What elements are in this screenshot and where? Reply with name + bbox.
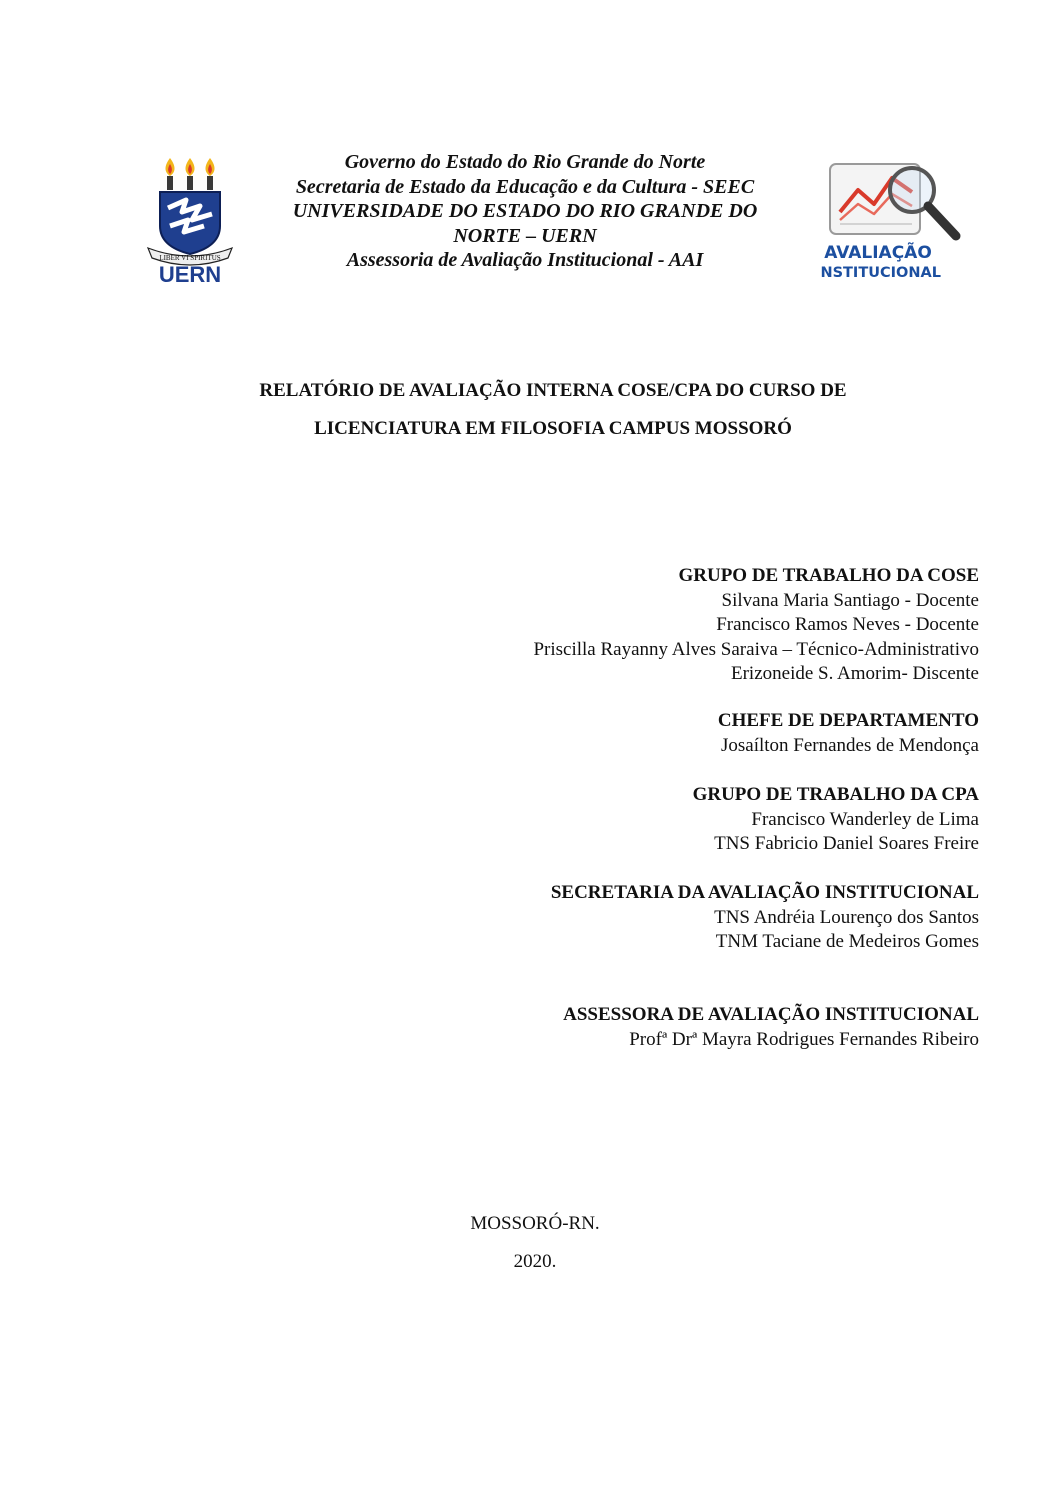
group-member: Profª Drª Mayra Rodrigues Fernandes Ribeiro — [629, 1028, 979, 1050]
group-member: Erizoneide S. Amorim- Discente — [731, 663, 979, 684]
group-heading: GRUPO DE TRABALHO DA COSE — [678, 565, 979, 586]
footer-city: MOSSORÓ-RN. — [470, 1213, 600, 1234]
group-member: Francisco Wanderley de Lima — [751, 808, 979, 830]
group-member: TNS Andréia Lourenço dos Santos — [714, 906, 979, 928]
group-cpa — [693, 783, 979, 857]
institution-header — [250, 150, 800, 273]
torch-icon — [166, 158, 215, 190]
group-heading: ASSESSORA DE AVALIAÇÃO INSTITUCIONAL — [563, 1004, 979, 1025]
document-footer — [390, 1212, 680, 1274]
group-member: Priscilla Rayanny Alves Saraiva – Técnico-Administrativo — [533, 638, 979, 660]
aval-logo-line2: INSTITUCIONAL — [820, 265, 941, 281]
group-member: TNM Taciane de Medeiros Gomes — [715, 931, 979, 952]
group-cose — [533, 564, 979, 687]
svg-text:LIBER VI SPIRITUS: LIBER VI SPIRITUS — [159, 254, 221, 262]
header-line-secretariat: Secretaria de Estado da Educação e da Cultura - SEEC — [295, 175, 755, 198]
footer-year: 2020. — [513, 1251, 557, 1272]
report-title-line2: LICENCIATURA EM FILOSOFIA CAMPUS MOSSORÓ — [314, 418, 792, 439]
group-assessor — [563, 1003, 979, 1052]
group-department-head — [718, 709, 979, 758]
avaliacao-institucional-logo — [820, 158, 970, 283]
group-member: Silvana Maria Santiago - Docente — [721, 589, 979, 611]
group-member: Josaílton Fernandes de Mendonça — [720, 734, 979, 756]
header-line-assessoria: Assessoria de Avaliação Institucional - AAI — [346, 249, 704, 271]
group-member: Francisco Ramos Neves - Docente — [716, 614, 979, 635]
header-line-government: Governo do Estado do Rio Grande do Norte — [344, 151, 706, 173]
group-heading: GRUPO DE TRABALHO DA CPA — [692, 784, 979, 805]
header-line-university-cont: NORTE – UERN — [453, 224, 597, 247]
group-secretariat — [551, 881, 979, 955]
uern-logo — [142, 152, 238, 288]
shield-icon — [160, 192, 220, 254]
header-line-university: UNIVERSIDADE DO ESTADO DO RIO GRANDE DO — [292, 200, 758, 222]
group-heading: CHEFE DE DEPARTAMENTO — [717, 710, 979, 731]
group-heading: SECRETARIA DA AVALIAÇÃO INSTITUCIONAL — [550, 882, 979, 903]
report-title — [100, 372, 1006, 448]
uern-logo-text: UERN — [158, 262, 222, 287]
report-title-line1: RELATÓRIO DE AVALIAÇÃO INTERNA COSE/CPA DO CURSO DE — [259, 380, 847, 401]
aval-logo-line1: AVALIAÇÃO — [824, 243, 932, 263]
group-member: TNS Fabricio Daniel Soares Freire — [714, 833, 979, 854]
